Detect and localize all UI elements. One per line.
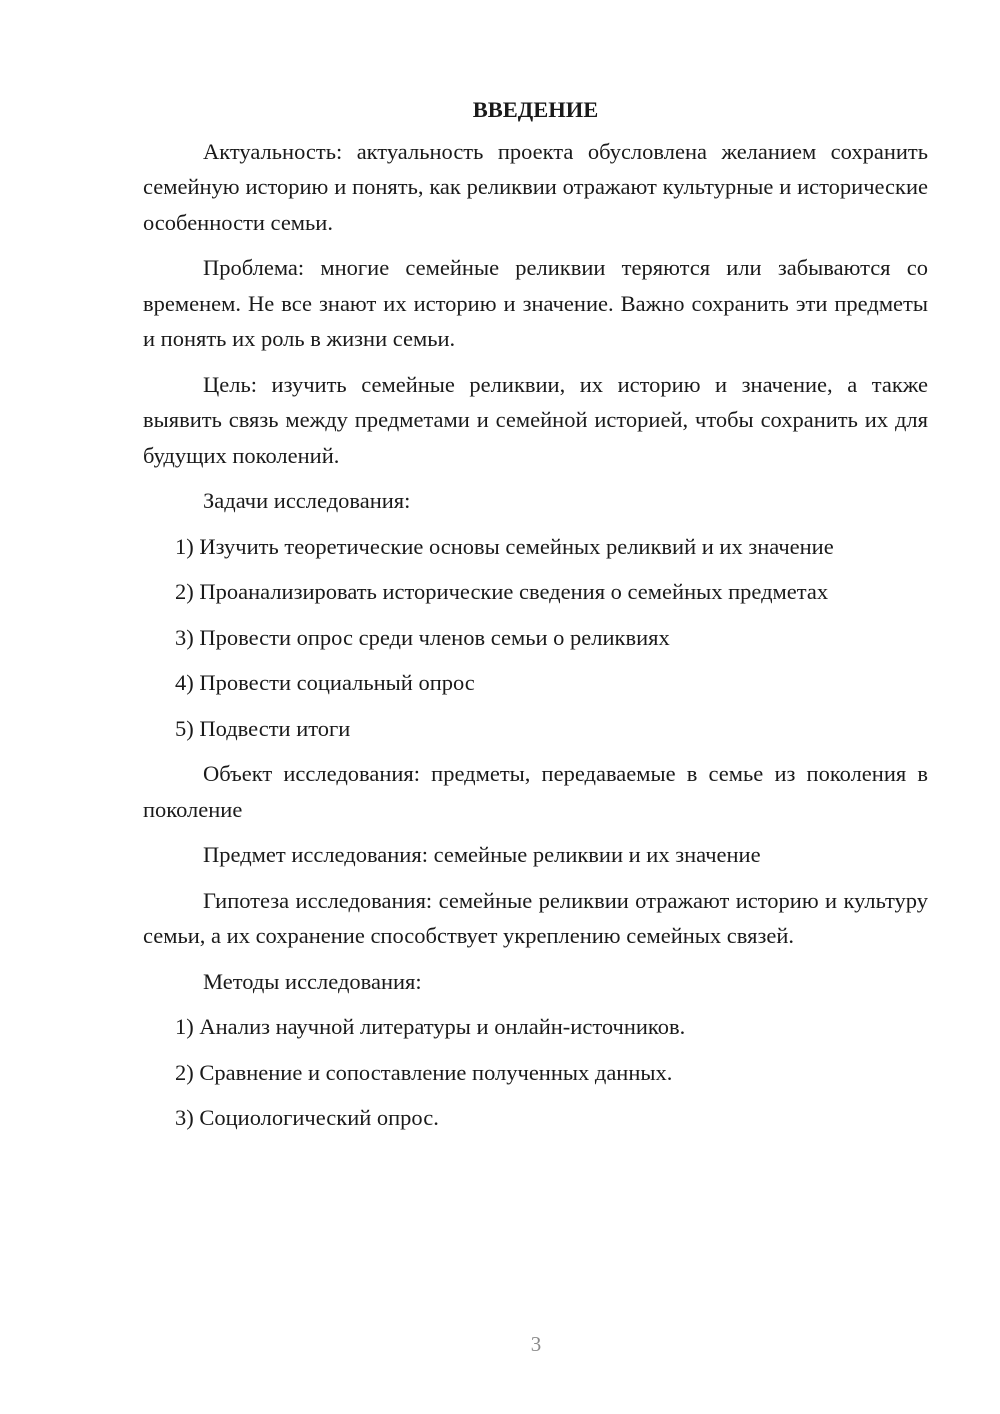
task-item: 1) Изучить теоретические основы семейных реликвий и их значение: [175, 533, 834, 559]
methods-heading: Методы исследования:: [203, 968, 422, 994]
tasks-heading: Задачи исследования:: [203, 488, 411, 513]
document-body: [143, 92, 928, 1146]
page-title: ВВЕДЕНИЕ: [472, 97, 599, 122]
problem-paragraph: Проблема: многие семейные реликвии теряются или забываются со временем. Не все знают их историю и значение. Важно сохранить эти предметы и понять их роль в жизни семьи.: [143, 255, 928, 351]
page-number: 3: [530, 1332, 542, 1356]
task-item: 3) Провести опрос среди членов семьи о реликвиях: [175, 624, 670, 650]
goal-paragraph: Цель: изучить семейные реликвии, их историю и значение, а также выявить связь между предметами и семейной историей, чтобы сохранить их для будущих поколений.: [143, 371, 928, 468]
task-item: 4) Провести социальный опрос: [175, 670, 475, 695]
method-item: 3) Социологический опрос.: [175, 1105, 439, 1130]
object-paragraph: Объект исследования: предметы, передаваемые в семье из поколения в поколение: [143, 761, 928, 822]
task-item: 5) Подвести итоги: [175, 715, 351, 741]
task-item: 2) Проанализировать исторические сведения о семейных предметах: [175, 579, 829, 604]
subject-paragraph: Предмет исследования: семейные реликвии и их значение: [203, 842, 761, 867]
hypothesis-paragraph: Гипотеза исследования: семейные реликвии отражают историю и культуру семьи, а их сохранение способствует укреплению семейных связей.: [143, 887, 928, 948]
method-item: 2) Сравнение и сопоставление полученных данных.: [175, 1059, 673, 1085]
method-item: 1) Анализ научной литературы и онлайн-источников.: [175, 1014, 686, 1039]
relevance-paragraph: Актуальность: актуальность проекта обусловлена желанием сохранить семейную историю и понять, как реликвии отражают культурные и исторические особенности семьи.: [143, 138, 928, 235]
